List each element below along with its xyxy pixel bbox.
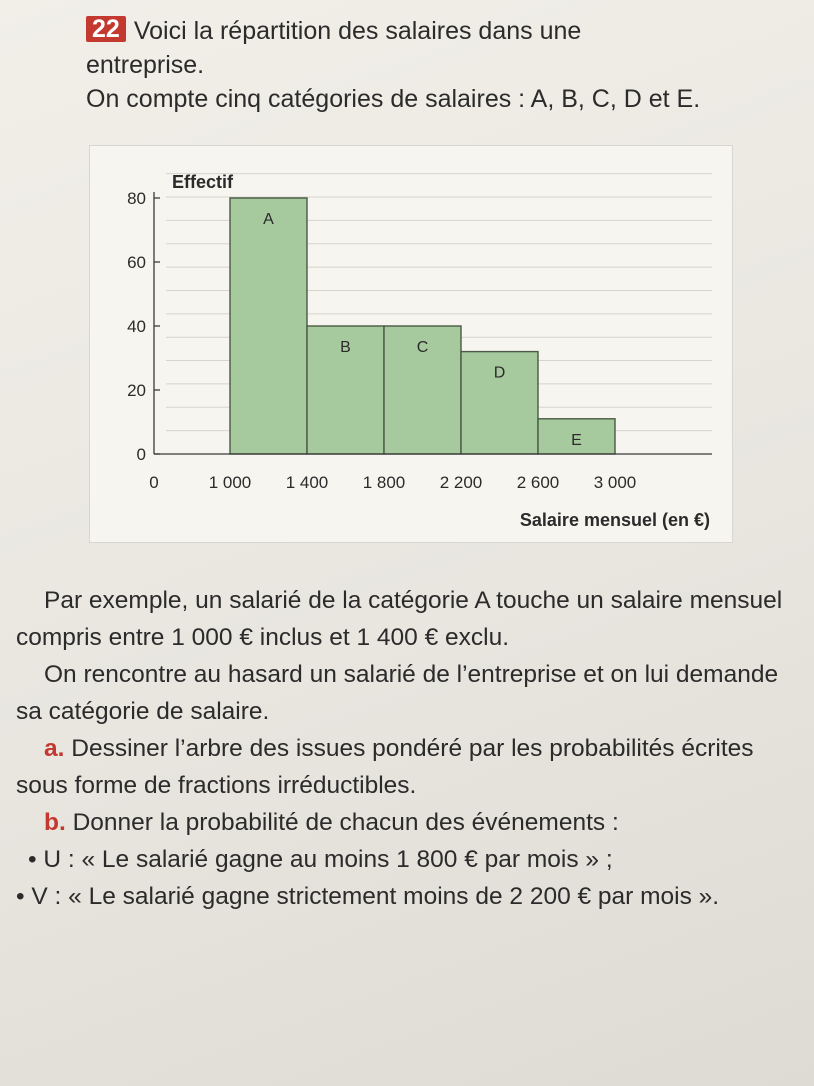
event-u: • U : « Le salarié gagne au moins 1 800 € par mois » ; [28, 846, 613, 873]
question-b-text: Donner la probabilité de chacun des événements : [72, 809, 619, 836]
y-tick-label: 0 [136, 445, 146, 464]
y-tick-label: 40 [127, 317, 146, 336]
intro-line-1 [86, 14, 786, 48]
question-a-text: Dessiner l’arbre des issues pondéré par les probabilités écrites sous forme de fractions irréductibles. [16, 735, 754, 799]
question-a-letter: a. [44, 735, 65, 762]
event-v: • V : « Le salarié gagne strictement moins de 2 200 € par mois ». [16, 883, 720, 910]
paragraph-setup: On rencontre au hasard un salarié de l’entreprise et on lui demande sa catégorie de salaire. [16, 661, 779, 725]
exercise-body [16, 582, 796, 915]
histogram-bar-a [230, 198, 307, 454]
intro-line-2: entreprise. [86, 51, 205, 79]
y-tick-label: 20 [127, 381, 146, 400]
bar-label-d: D [493, 364, 506, 382]
histogram-chart [90, 146, 732, 542]
y-tick-label: 60 [127, 253, 146, 272]
paragraph-example: Par exemple, un salarié de la catégorie A touche un salaire mensuel compris entre 1 000 € inclus et 1 400 € exclu. [16, 587, 783, 651]
y-axis-title: Effectif [172, 172, 234, 192]
x-tick-label: 1 400 [285, 473, 329, 492]
x-tick-label: 2 200 [439, 473, 483, 492]
histogram-card [90, 146, 732, 542]
intro-line-3: On compte cinq catégories de salaires : A, B, C, D et E. [86, 85, 701, 113]
question-b-letter: b. [44, 809, 66, 836]
x-tick-label: 2 600 [516, 473, 560, 492]
bar-label-c: C [416, 339, 429, 356]
bar-label-b: B [340, 339, 351, 356]
exercise-number: 22 [86, 16, 126, 42]
bar-label-e: E [571, 431, 582, 449]
intro-text-1: Voici la répartition des salaires dans une [133, 17, 582, 45]
x-tick-label: 0 [149, 473, 159, 492]
y-tick-label: 80 [127, 189, 146, 208]
bars [230, 198, 615, 454]
exercise-header [86, 14, 786, 116]
x-tick-label: 1 000 [208, 473, 252, 492]
question-b [16, 804, 796, 841]
x-axis-title: Salaire mensuel (en €) [519, 510, 710, 530]
x-tick-label: 1 800 [362, 473, 406, 492]
bar-label-a: A [263, 211, 274, 228]
question-a [16, 730, 796, 804]
x-tick-label: 3 000 [593, 473, 637, 492]
